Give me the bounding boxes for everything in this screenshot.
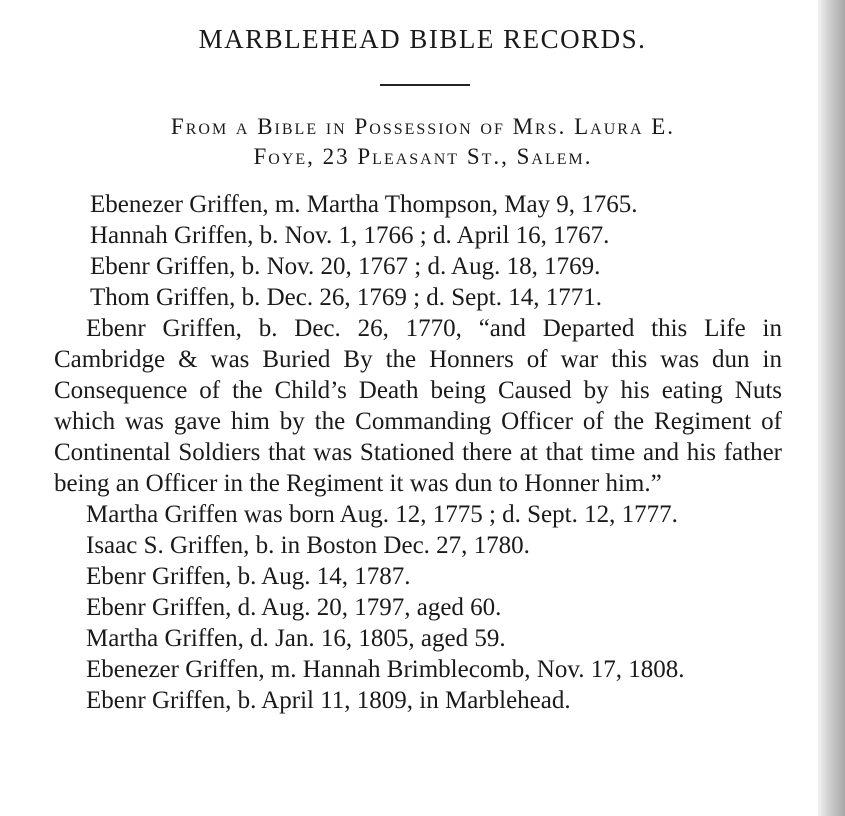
- record-entry: Ebenezer Griffen, m. Martha Thompson, May 9, 1765.: [90, 191, 638, 218]
- page-title: MARBLEHEAD BIBLE RECORDS.: [198, 24, 647, 54]
- record-entry: Martha Griffen was born Aug. 12, 1775 ; d. Sept. 12, 1777.: [86, 501, 678, 528]
- record-list: [54, 189, 782, 716]
- source-line-2: Foye, 23 Pleasant St., Salem.: [253, 144, 593, 169]
- source-line-1: From a Bible in Possession of Mrs. Laura E.: [170, 114, 676, 139]
- record-entry: Ebenr Griffen, d. Aug. 20, 1797, aged 60.: [86, 594, 502, 621]
- record-entry: Ebenr Griffen, b. Nov. 20, 1767 ; d. Aug. 18, 1769.: [90, 253, 601, 280]
- source-heading: [58, 112, 788, 172]
- record-entry: Ebenr Griffen, b. April 11, 1809, in Marblehead.: [86, 687, 571, 714]
- record-entry: Hannah Griffen, b. Nov. 1, 1766 ; d. April 16, 1767.: [90, 222, 610, 249]
- record-entry: Thom Griffen, b. Dec. 26, 1769 ; d. Sept. 14, 1771.: [90, 284, 602, 311]
- record-entry: Martha Griffen, d. Jan. 16, 1805, aged 59.: [86, 625, 506, 652]
- record-entry: Isaac S. Griffen, b. in Boston Dec. 27, 1780.: [86, 532, 530, 559]
- page-binding-edge: [818, 0, 845, 816]
- record-entry: Ebenr Griffen, b. Dec. 26, 1770, “and Departed this Life in Cambridge & was Buried By the Honners of war this was dun in Consequence of the Child’s Death being Caused by his eating Nuts which was gave him by the Commanding Officer of the Regiment of Continental Soldiers that was Stationed there at that time and his father being an Officer in the Regiment it was dun to Honner him.”: [54, 315, 782, 497]
- title-rule: [380, 84, 470, 86]
- record-entry: Ebenezer Griffen, m. Hannah Brimblecomb, Nov. 17, 1808.: [86, 656, 685, 683]
- record-entry: Ebenr Griffen, b. Aug. 14, 1787.: [86, 563, 411, 590]
